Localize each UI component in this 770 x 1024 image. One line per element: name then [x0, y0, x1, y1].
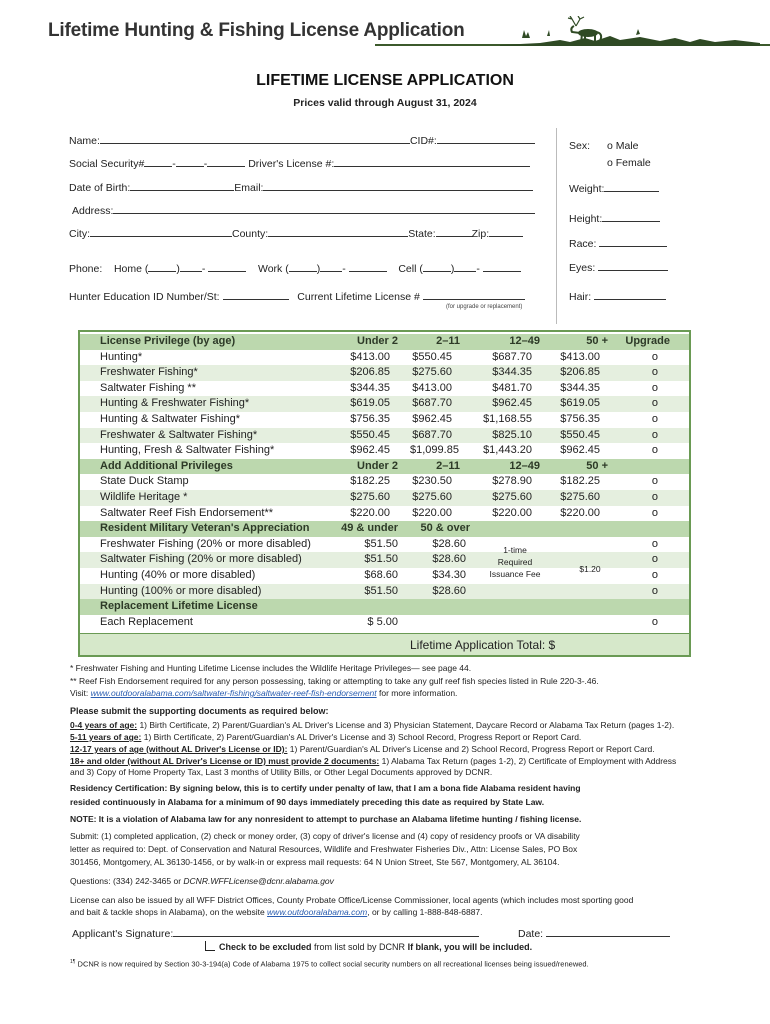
privilege-label: Add Additional Privileges: [100, 459, 233, 472]
current-license-label: Current Lifetime License #: [297, 291, 420, 303]
hair-label: Hair:: [569, 291, 592, 303]
price-cell: $230.50: [412, 475, 452, 488]
table-row: [80, 537, 689, 553]
privilege-label: Hunting (40% or more disabled): [100, 569, 256, 581]
price-cell: Under 2: [357, 335, 398, 347]
issuance-fee-amount: $1.20: [579, 564, 601, 574]
total-label: Lifetime Application Total: $: [410, 638, 556, 652]
address-label: Address:: [72, 205, 114, 217]
price-cell: $1,099.85: [410, 444, 459, 457]
replacement-header-label: Replacement Lifetime License: [100, 600, 258, 613]
price-cell: $550.45: [350, 428, 390, 441]
price-cell: $825.10: [492, 428, 532, 441]
privilege-label: Hunting, Fresh & Saltwater Fishing*: [100, 444, 275, 457]
name-field[interactable]: [69, 133, 535, 147]
replacement-header-row: [80, 599, 689, 615]
upgrade-radio[interactable]: o: [651, 366, 658, 379]
dob-label: Date of Birth:: [69, 182, 131, 194]
price-cell: 49 & under: [341, 522, 398, 535]
price-cell: $413.00: [412, 381, 452, 394]
price-cell: $962.45: [560, 444, 600, 457]
phone-field[interactable]: Phone: Home ( ) - Work ( ) - Cell ( ) -: [69, 261, 521, 275]
price-cell: $28.60: [432, 537, 466, 550]
price-cell: $481.70: [492, 381, 532, 394]
outdoor-alabama-link[interactable]: www.outdooralabama.com: [267, 907, 368, 917]
price-cell: $275.60: [560, 491, 600, 503]
price-cell: $220.00: [412, 506, 452, 519]
note-visit: Visit: www.outdooralabama.com/saltwater-fishing/saltwater-reef-fish-endorsement for more information.: [70, 688, 458, 698]
document-subtitle: Prices valid through August 31, 2024: [293, 97, 477, 109]
price-cell: Under 2: [357, 459, 398, 472]
upgrade-radio[interactable]: o: [651, 506, 658, 519]
docs-title: Please submit the supporting documents as required below:: [70, 706, 329, 716]
ssn-field[interactable]: Social Security# - - Driver's License #:: [69, 156, 530, 170]
price-cell: $220.00: [350, 506, 390, 519]
price-cell: 12–49: [509, 335, 540, 347]
signature-field[interactable]: [72, 926, 479, 940]
male-radio[interactable]: o Male: [607, 140, 639, 152]
price-cell: $ 5.00: [367, 615, 398, 628]
price-cell: $51.50: [364, 584, 398, 597]
issuance-fee-label: 1-time Required Issuance Fee: [489, 545, 541, 579]
upgrade-radio[interactable]: o: [651, 615, 658, 628]
upgrade-radio[interactable]: o: [651, 350, 658, 363]
hunter-ed-label: Hunter Education ID Number/St:: [69, 291, 220, 303]
table-row: [80, 350, 689, 366]
price-cell: $51.50: [364, 553, 398, 566]
county-label: County:: [232, 228, 269, 240]
date-label: Date:: [518, 928, 544, 940]
price-cell: 12–49: [509, 459, 540, 472]
price-cell: $275.60: [412, 491, 452, 503]
price-cell: $550.45: [412, 350, 452, 363]
drivers-license-label: Driver's License #:: [248, 158, 335, 170]
price-cell: $619.05: [350, 397, 390, 410]
price-cell: $756.35: [560, 413, 600, 425]
nonresident-note: NOTE: It is a violation of Alabama law for any nonresident to attempt to purchase an Alabama lifetime hunting / fishing license.: [70, 814, 582, 824]
weight-label: Weight:: [569, 183, 605, 195]
docs-age-0-4: 0-4 years of age: 1) Birth Certificate, 2) Parent/Guardian's AL Driver's License and 3) Physician Statement, Daycare Record or Alabama Tax Return (pages 1-2).: [70, 720, 675, 730]
hair-field[interactable]: [569, 289, 666, 303]
docs-age-18-cont: and 3) Copy of Home Property Tax, Last 3 months of Utility Bills, or Other Legal Documents approved by DCNR.: [70, 767, 493, 777]
banner: [0, 0, 770, 48]
city-field[interactable]: [69, 226, 523, 240]
upgrade-radio[interactable]: o: [651, 491, 658, 503]
total-bar: [80, 633, 689, 655]
eyes-field[interactable]: [569, 260, 668, 274]
privilege-label: Freshwater Fishing*: [100, 366, 198, 379]
work-label: Work: [257, 263, 283, 275]
upgrade-radio[interactable]: o: [651, 475, 658, 488]
race-label: Race:: [569, 238, 597, 250]
weight-field[interactable]: [569, 181, 659, 195]
reef-fish-link[interactable]: www.outdooralabama.com/saltwater-fishing/saltwater-reef-fish-endorsement: [90, 688, 377, 698]
price-cell: $550.45: [560, 428, 600, 441]
privilege-label: Hunting & Saltwater Fishing*: [100, 413, 241, 425]
email-label: Email:: [234, 182, 264, 194]
document-title: LIFETIME LICENSE APPLICATION: [256, 72, 514, 89]
dob-field[interactable]: [69, 180, 533, 194]
price-cell: $1,168.55: [483, 413, 532, 425]
table-row: [80, 443, 689, 459]
price-cell: 50 +: [586, 335, 608, 347]
privilege-label: State Duck Stamp: [100, 475, 189, 488]
privilege-label: Saltwater Fishing **: [100, 381, 196, 394]
table-header-row: [80, 459, 689, 475]
exclude-checkbox[interactable]: [205, 941, 215, 951]
price-cell: $413.00: [560, 350, 600, 363]
price-cell: $182.25: [350, 475, 390, 488]
docs-age-18: 18+ and older (without AL Driver's License or ID) must provide 2 documents: 1) Alabama Tax Return (pages 1-2), 2) Certificate of Employment with Address: [70, 756, 677, 766]
price-cell: $344.35: [492, 366, 532, 379]
residency-line-1: Residency Certification: By signing below, this is to certify under penalty of law, that I am a bona fide Alabama resident having: [70, 783, 581, 793]
questions-email[interactable]: DCNR.WFFLicense@dcnr.alabama.gov: [183, 876, 334, 886]
price-cell: $206.85: [560, 366, 600, 379]
price-cell: $962.45: [412, 413, 452, 425]
privilege-label: Resident Military Veteran's Appreciation: [100, 522, 310, 535]
sex-label: Sex:: [569, 140, 591, 152]
price-cell: $275.60: [492, 491, 532, 503]
price-cell: $28.60: [432, 584, 466, 597]
cid-label: CID#:: [409, 135, 437, 147]
upgrade-radio[interactable]: o: [651, 569, 658, 581]
price-cell: $687.70: [492, 350, 532, 363]
privilege-label: Each Replacement: [100, 615, 193, 628]
table-row: [80, 490, 689, 506]
docs-age-12-17: 12-17 years of age (without AL Driver's License or ID): 1) Parent/Guardian's AL Driver's License and 2) School Record, Progress Report or Report Card.: [70, 744, 655, 754]
date-field[interactable]: [518, 926, 670, 940]
signature-label: Applicant's Signature:: [72, 928, 174, 940]
questions-line: Questions: (334) 242-3465 or DCNR.WFFLicense@dcnr.alabama.gov: [70, 876, 334, 886]
upgrade-radio[interactable]: o: [651, 428, 658, 441]
upgrade-radio[interactable]: o: [651, 413, 658, 425]
price-cell: $28.60: [432, 553, 466, 566]
banner-title: Lifetime Hunting & Fishing License Application: [48, 20, 465, 41]
price-cell: $756.35: [350, 413, 390, 425]
replacement-row: [80, 615, 689, 631]
privilege-label: Freshwater Fishing (20% or more disabled): [100, 537, 311, 550]
height-label: Height:: [569, 213, 603, 225]
table-row: [80, 474, 689, 490]
upgrade-radio[interactable]: o: [651, 381, 658, 394]
table-row: [80, 584, 689, 600]
issued-line-2: and bait & tackle shops in Alabama), on the website www.outdooralabama.com, or by calling 1-888-848-6887.: [70, 907, 483, 917]
price-cell: $687.70: [412, 397, 452, 410]
price-cell: $68.60: [364, 569, 398, 581]
table-row: [80, 365, 689, 381]
submit-line-3: 301456, Montgomery, AL 36130-1456, or by walk-in or express mail requests: 64 N Union Street, Ste 567, Montgomery, AL 36104.: [70, 857, 560, 867]
hunter-ed-field[interactable]: [69, 289, 525, 303]
ssn-label: Social Security#: [69, 158, 145, 170]
form-divider: [556, 128, 557, 324]
state-label: State:: [408, 228, 436, 240]
price-cell: $413.00: [350, 350, 390, 363]
price-table: [78, 330, 691, 657]
price-cell: $1,443.20: [483, 444, 532, 457]
price-cell: $206.85: [350, 366, 390, 379]
price-cell: 50 +: [586, 459, 608, 472]
eyes-label: Eyes:: [569, 262, 596, 274]
price-cell: $275.60: [412, 366, 452, 379]
price-cell: $182.25: [560, 475, 600, 488]
price-cell: 2–11: [436, 335, 460, 347]
price-cell: $275.60: [350, 491, 390, 503]
cell-label: Cell: [398, 263, 417, 275]
city-label: City:: [69, 228, 90, 240]
veteran-header-row: [80, 521, 689, 537]
note-reef-fish: ** Reef Fish Endorsement required for any person possessing, taking or attempting to take any gulf reef fish species listed in Rule 220-3-.46.: [70, 676, 599, 686]
price-cell: $220.00: [492, 506, 532, 519]
privilege-label: Hunting*: [100, 350, 143, 363]
table-header-row: [80, 334, 689, 350]
submit-line-1: Submit: (1) completed application, (2) check or money order, (3) copy of driver's license and (4) copy of residency proofs or VA disability: [70, 831, 580, 841]
privilege-label: Hunting & Freshwater Fishing*: [100, 397, 250, 410]
privilege-label: Saltwater Fishing (20% or more disabled): [100, 553, 302, 566]
height-field[interactable]: [569, 211, 660, 225]
note-wildlife-heritage: * Freshwater Fishing and Hunting Lifetime License includes the Wildlife Heritage Privileges— see page 44.: [70, 663, 472, 673]
privilege-label: Wildlife Heritage *: [100, 491, 188, 503]
upgrade-radio[interactable]: o: [651, 537, 658, 550]
table-row: [80, 412, 689, 428]
privilege-label: Hunting (100% or more disabled): [100, 584, 262, 597]
upgrade-radio[interactable]: o: [651, 444, 658, 457]
privilege-label: License Privilege (by age): [100, 335, 236, 347]
price-cell: Upgrade: [625, 335, 670, 347]
issued-line-1: License can also be issued by all WFF District Offices, County Probate Office/License Commissioner, local agents (which includes most sporting good: [70, 895, 634, 905]
table-row: [80, 396, 689, 412]
docs-age-5-11: 5-11 years of age: 1) Birth Certificate, 2) Parent/Guardian's AL Driver's License and 3) School Record, Progress Report or Report Card.: [70, 732, 582, 742]
name-label: Name:: [69, 135, 100, 147]
privilege-label: Freshwater & Saltwater Fishing*: [100, 428, 258, 441]
price-cell: $344.35: [350, 381, 390, 394]
ssn-footnote: $^{1\P}$ DCNR is now required by Section 30-3-194(a) Code of Alabama 1975 to collect social security numbers on all recreational licenses being issued/renewed.: [70, 959, 589, 969]
race-field[interactable]: [569, 236, 667, 250]
submit-line-2: letter as required to: Dept. of Conservation and Natural Resources, Wildlife and Freshwater Fisheries Div., Attn: License Sales, PO Box: [70, 844, 578, 854]
price-cell: $962.45: [350, 444, 390, 457]
price-cell: $278.90: [492, 475, 532, 488]
upgrade-radio[interactable]: o: [651, 397, 658, 410]
price-cell: $619.05: [560, 397, 600, 410]
table-row: [80, 381, 689, 397]
address-field[interactable]: [72, 203, 535, 217]
exclude-checkbox-row[interactable]: Check to be excluded from list sold by DCNR If blank, you will be included.: [205, 941, 532, 952]
female-radio[interactable]: o Female: [607, 157, 651, 169]
table-row: [80, 428, 689, 444]
price-cell: $220.00: [560, 506, 600, 519]
deer-silhouette-icon: [500, 16, 760, 46]
upgrade-note: (for upgrade or replacement): [446, 304, 523, 310]
table-row: [80, 506, 689, 522]
home-label: Home: [113, 263, 142, 275]
upgrade-radio[interactable]: o: [651, 553, 658, 566]
price-cell: 2–11: [436, 459, 460, 472]
price-cell: $687.70: [412, 428, 452, 441]
price-cell: $962.45: [492, 397, 532, 410]
residency-line-2: resided continuously in Alabama for a minimum of 90 days immediately preceding this date as required by State Law.: [70, 797, 545, 807]
price-cell: $51.50: [364, 537, 398, 550]
price-cell: 50 & over: [420, 522, 470, 535]
privilege-label: Saltwater Reef Fish Endorsement**: [100, 506, 274, 519]
price-cell: $34.30: [432, 569, 466, 581]
upgrade-radio[interactable]: o: [651, 584, 658, 597]
zip-label: Zip:: [471, 228, 490, 240]
price-cell: $344.35: [560, 381, 600, 394]
phone-label: Phone:: [69, 263, 103, 275]
